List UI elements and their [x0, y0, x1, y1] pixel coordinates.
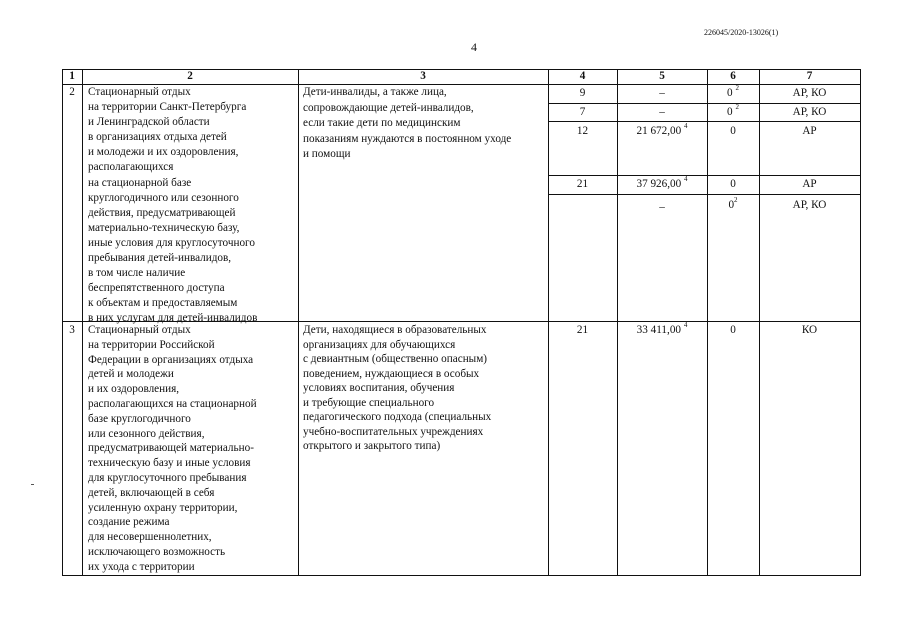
fee-cell	[707, 86, 759, 101]
capacity-cell: 7	[579, 106, 586, 118]
column-header-2: 2	[187, 70, 193, 82]
cost-value: –	[659, 87, 665, 99]
cost-value: 21 672,00	[636, 125, 682, 137]
column-header-7: 7	[806, 70, 813, 82]
cost-value: 33 411,00	[636, 324, 682, 336]
column-border	[298, 69, 299, 576]
cost-footnote: 4	[684, 175, 688, 184]
cost-footnote: 4	[683, 321, 688, 330]
cost-value: –	[659, 201, 665, 213]
fee-value: 0	[727, 87, 733, 99]
service-name: Стационарный отдых на территории Российской Федерации в организациях отдыха детей и молодежи и их оздоровления, располагающихся на стационарной базе круглогодичного или сезонного действия, предусматривающей материально- техническую базу и иные условия для круглосуточного пребывания детей, включающей в себя усиленную охрану территории, создание режима для несовершеннолетних, исключающего возможность их ухода с территории	[88, 324, 257, 573]
subrow-divider	[548, 103, 861, 104]
cost-footnote: 4	[684, 122, 688, 131]
column-header-6: 6	[730, 70, 736, 82]
column-header-3: 3	[420, 70, 426, 82]
column-header-1: 1	[69, 70, 75, 82]
recipient-category: Дети-инвалиды, а также лица, сопровождающие детей-инвалидов, если такие дети по медицинским показаниям нуждаются в постоянном уходе и помощи	[303, 86, 512, 160]
fee-footnote: 2	[735, 84, 739, 93]
fee-footnote: 2	[734, 196, 738, 205]
cost-cell	[617, 323, 707, 338]
service-name: Стационарный отдых на территории Санкт-Петербурга и Ленинградской области в организациях отдыха детей и молодежи и их оздоровления, располагающихся на стационарной базе круглогодичного или сезонного действия, предусматривающей материально-техническую базу, иные условия для круглосуточного пребывания детей-инвалидов, в том числе наличие беспрепятственного доступа к объектам и предоставляемым в них услугам для детей-инвалидов	[88, 86, 258, 325]
document-registration-number: 226045/2020-13026(1)	[704, 28, 779, 37]
fee-footnote: 2	[735, 103, 739, 112]
column-border	[860, 69, 861, 576]
fee-cell	[707, 124, 759, 139]
fee-value: 0	[730, 178, 736, 190]
page-number: 4	[471, 40, 477, 54]
fee-value: 0	[730, 324, 736, 336]
type-cell: АР, КО	[792, 106, 827, 118]
row-number: 2	[69, 86, 75, 98]
type-cell: КО	[801, 324, 818, 336]
column-header-4: 4	[579, 70, 586, 82]
fee-value: 0	[727, 106, 733, 118]
type-cell: АР, КО	[792, 199, 827, 211]
fee-value: 0	[728, 199, 735, 211]
cost-cell	[617, 124, 707, 139]
cost-value: –	[659, 106, 665, 118]
cost-cell	[617, 177, 707, 192]
fee-cell	[707, 105, 759, 120]
table-bottom-border	[62, 575, 861, 576]
recipient-category: Дети, находящиеся в образовательных организациях для обучающихся с девиантным (общественно опасным) поведением, нуждающиеся в особых условиях воспитания, обучения и требующие специального педагогического подхода (специальных учебно-воспитательных учреждениях открытого и закрытого типа)	[303, 324, 492, 452]
fee-cell	[707, 198, 759, 213]
fee-cell	[707, 177, 759, 192]
subrow-divider	[548, 194, 861, 195]
fee-value: 0	[730, 125, 736, 137]
cost-cell	[617, 105, 707, 120]
subrow-divider	[548, 121, 861, 122]
fee-cell	[707, 323, 759, 338]
capacity-cell: 9	[579, 87, 586, 99]
capacity-cell: 12	[576, 125, 589, 137]
column-header-5: 5	[659, 70, 665, 82]
services-table	[62, 69, 861, 576]
cost-cell	[617, 86, 707, 101]
cost-cell	[617, 200, 707, 215]
capacity-cell: 21	[576, 178, 589, 190]
cost-value: 37 926,00	[636, 178, 682, 190]
type-cell: АР	[802, 125, 817, 137]
scan-artifact	[31, 484, 34, 485]
column-border	[82, 69, 83, 576]
capacity-cell: 21	[576, 324, 589, 336]
type-cell: АР, КО	[792, 87, 827, 99]
subrow-divider	[548, 175, 861, 176]
row-number: 3	[69, 324, 75, 336]
type-cell: АР	[802, 178, 817, 190]
